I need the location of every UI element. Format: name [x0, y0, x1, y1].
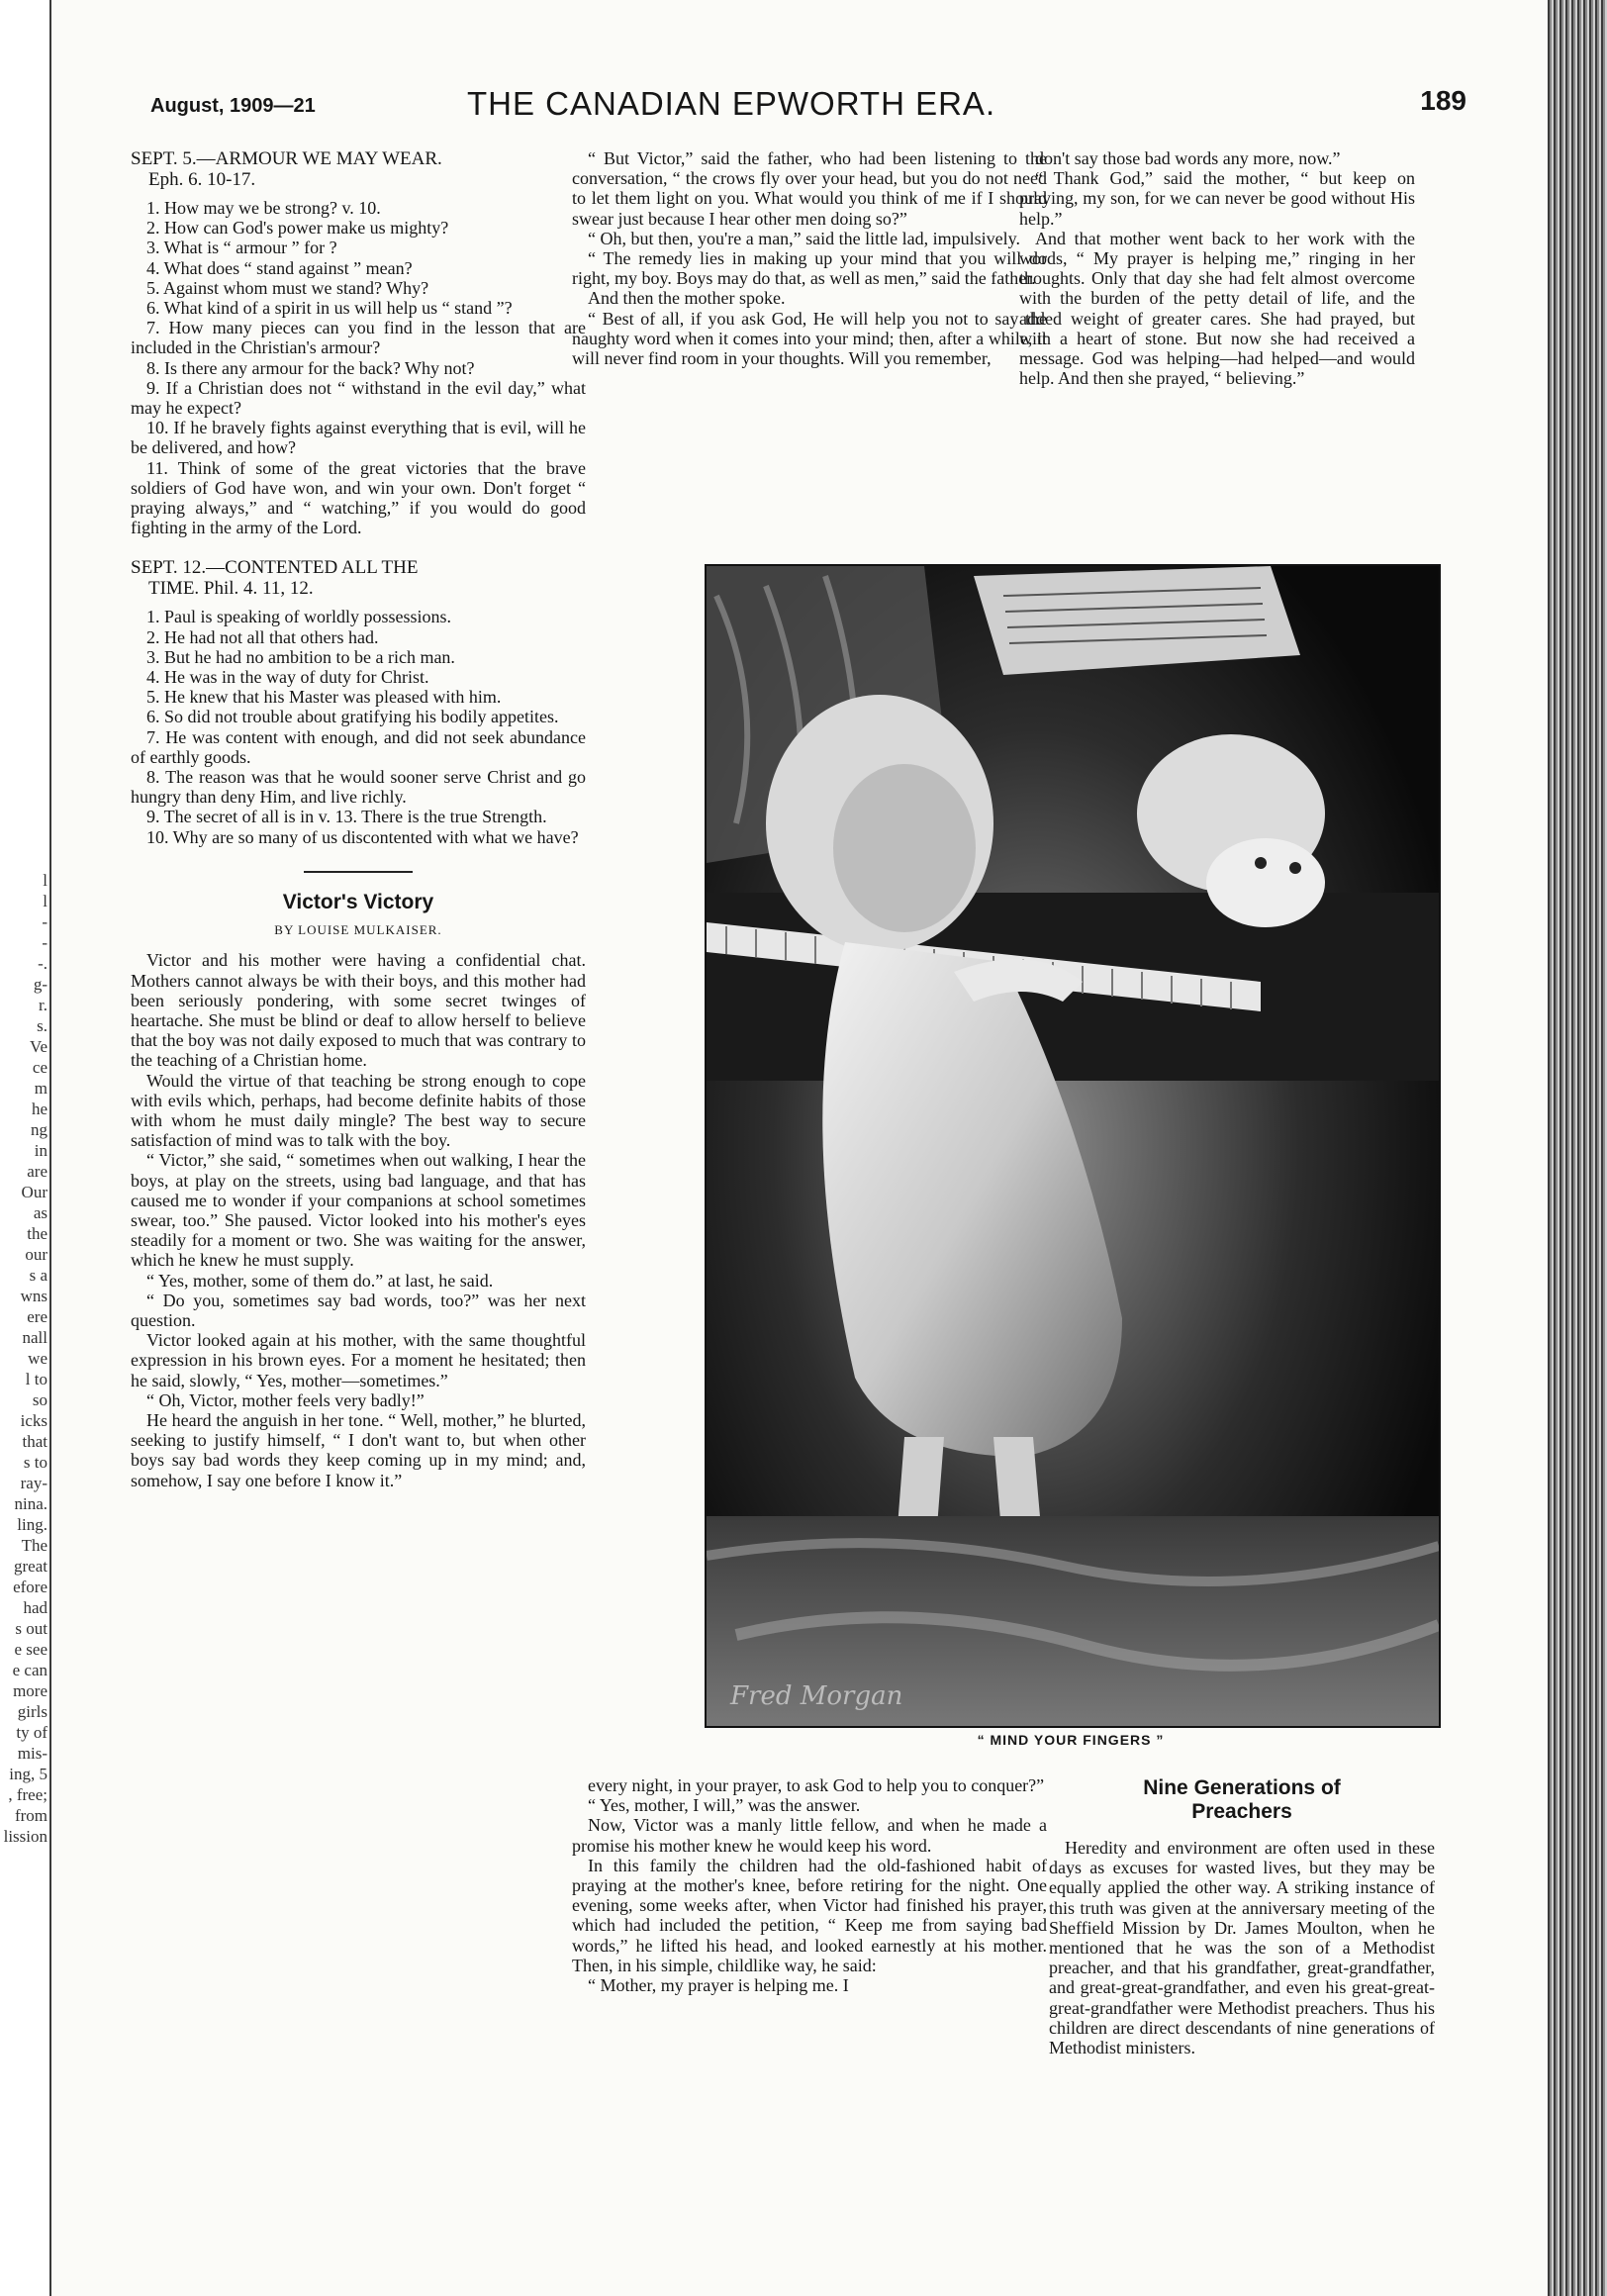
story-paragraph: And then the mother spoke.	[588, 288, 786, 309]
lesson-question: 6. So did not trouble about gratifying his bodily appetites.	[146, 707, 559, 727]
story-paragraph: “ Do you, sometimes say bad words, too?” was her next question.	[131, 1290, 586, 1330]
child-face	[833, 764, 976, 932]
lesson-question: 3. But he had no ambition to be a rich man.	[146, 646, 455, 667]
lesson-question: 9. The secret of all is in v. 13. There is the true Strength.	[146, 807, 547, 827]
article-title-line2: Preachers	[1191, 1800, 1292, 1823]
lesson-questions-sept5	[131, 198, 586, 537]
margin-fragment: had	[23, 1598, 47, 1617]
margin-fragment: that	[22, 1432, 47, 1451]
margin-fragment: in	[34, 1141, 47, 1160]
margin-fragment: efore	[13, 1578, 47, 1596]
margin-fragment: s a	[29, 1266, 47, 1285]
story-paragraph: “ The remedy lies in making up your mind that you will do right, my boy. Boys may do that, as well as men,” said the father.	[572, 248, 1047, 289]
margin-fragment: ng	[31, 1120, 47, 1139]
margin-fragment: our	[25, 1245, 47, 1264]
margin-fragment: as	[33, 1203, 47, 1222]
margin-fragment: l	[43, 892, 47, 910]
story-text-col2	[572, 148, 1047, 368]
margin-fragment: ling.	[17, 1515, 47, 1534]
lesson-question: 6. What kind of a spirit in us will help us “ stand ”?	[146, 298, 513, 319]
margin-fragment: e can	[12, 1661, 47, 1679]
margin-fragment: great	[14, 1557, 47, 1576]
margin-fragment: nina.	[14, 1494, 47, 1513]
lesson-reference: Eph. 6. 10-17.	[148, 169, 256, 190]
lesson-question: 4. He was in the way of duty for Christ.	[146, 667, 429, 688]
article-paragraph: Heredity and environment are often used in these days as excuses for wasted lives, but they may be equally applied the other way. A striking instance of this truth was given at the anniversary meeting of the Sheffield Mission by Dr. James Moulton, when he mentioned that he was the son of a Methodist preacher, and that his grandfather, great-grandfather, and great-great-grandfather, and even his great-great-great-grandfather were Methodist preachers. Thus his children are direct descendants of nine generations of Methodist ministers.	[1049, 1838, 1435, 2058]
lesson-question: 11. Think of some of the great victories that the brave soldiers of God have won, and win your own. Don't forget “ praying always,” and “ watching,” if you would do good fighting in the army of the Lord.	[131, 457, 586, 538]
lesson-questions-sept12	[131, 607, 586, 846]
story-paragraph: “ Yes, mother, some of them do.” at last, he said.	[146, 1270, 494, 1291]
story-text-col3	[1019, 148, 1415, 388]
margin-fragment: , free;	[8, 1785, 47, 1804]
margin-fragment: are	[27, 1162, 47, 1181]
magazine-page	[51, 0, 1548, 2296]
margin-fragment: ray-	[20, 1474, 47, 1492]
margin-fragment: m	[34, 1079, 47, 1098]
column-left	[131, 148, 586, 2148]
margin-fragment: icks	[20, 1411, 47, 1430]
story-text-col1	[131, 950, 586, 1489]
artist-signature: Fred Morgan	[730, 1681, 903, 1711]
page-header	[150, 85, 1486, 135]
story-paragraph: “ Yes, mother, I will,” was the answer.	[588, 1795, 861, 1816]
lesson-question: 5. Against whom must we stand? Why?	[146, 277, 429, 298]
margin-fragment: r.	[39, 996, 47, 1014]
margin-fragment: e see	[14, 1640, 47, 1659]
story-text-col2-continued	[572, 1775, 1047, 2171]
book-binding-edge	[1548, 0, 1607, 2296]
lesson-question: 9. If a Christian does not “ withstand in the evil day,” what may he expect?	[131, 377, 586, 419]
margin-fragment: s.	[37, 1016, 47, 1035]
margin-fragment: more	[13, 1681, 47, 1700]
margin-fragment: we	[28, 1349, 47, 1368]
story-paragraph: “ Thank God,” said the mother, “ but keep on praying, my son, for we can never be good without His help.”	[1019, 168, 1415, 229]
previous-page-edge	[0, 0, 51, 2296]
story-byline: BY LOUISE MULKAISER.	[274, 922, 442, 938]
lesson-title: SEPT. 5.—ARMOUR WE MAY WEAR.	[131, 148, 442, 169]
margin-fragment: mis-	[17, 1744, 47, 1763]
margin-fragment: he	[31, 1100, 47, 1118]
margin-fragment: -	[42, 933, 47, 952]
lesson-question: 4. What does “ stand against ” mean?	[146, 257, 413, 278]
lesson-question: 10. If he bravely fights against everything that is evil, will he be delivered, and how?	[131, 418, 586, 458]
lesson-question: 10. Why are so many of us discontented with what we have?	[146, 826, 579, 847]
lesson-question: 2. How can God's power make us mighty?	[146, 218, 449, 239]
story-paragraph: Would the virtue of that teaching be strong enough to cope with evils which, perhaps, had become definite habits of those with whom he must daily mingle? The best way to secure satisfaction of mind was to talk with the boy.	[131, 1070, 586, 1151]
story-title: Victor's Victory	[282, 890, 434, 913]
article-title	[1049, 1776, 1435, 1824]
lesson-question: 3. What is “ armour ” for ?	[146, 238, 337, 258]
lesson-heading-sept5	[131, 148, 586, 190]
lesson-question: 7. He was content with enough, and did not seek abundance of earthly goods.	[131, 726, 586, 767]
margin-fragment: lission	[3, 1827, 47, 1846]
margin-fragment: g-	[33, 975, 47, 994]
margin-fragment: Ve	[30, 1037, 47, 1056]
margin-fragment: ty of	[16, 1723, 47, 1742]
margin-fragment: ce	[32, 1058, 47, 1077]
story-paragraph: Victor looked again at his mother, with the same thoughtful expression in his brown eyes. For a moment he hesitated; then he said, slowly, “ Yes, mother—sometimes.”	[131, 1330, 586, 1390]
margin-fragment: the	[27, 1224, 47, 1243]
story-paragraph: “ Oh, but then, you're a man,” said the little lad, impulsively.	[588, 228, 1020, 248]
margin-fragment: s out	[15, 1619, 47, 1638]
lesson-question: 5. He knew that his Master was pleased with him.	[146, 687, 502, 708]
lesson-question: 1. Paul is speaking of worldly possessions.	[146, 607, 451, 627]
margin-fragment: l	[43, 871, 47, 890]
article-title-line1: Nine Generations of	[1143, 1776, 1341, 1799]
margin-fragment: s to	[23, 1453, 47, 1472]
illustration-child-at-piano	[707, 566, 1439, 1726]
margin-fragment: ere	[27, 1307, 47, 1326]
margin-fragment: Our	[21, 1183, 47, 1201]
margin-fragment: l to	[25, 1370, 47, 1388]
margin-fragment: nall	[22, 1328, 47, 1347]
page-number: 189	[1420, 85, 1466, 116]
lesson-question: 8. The reason was that he would sooner serve Christ and go hungry than deny Him, and live richly.	[131, 767, 586, 808]
lesson-title: SEPT. 12.—CONTENTED ALL THE	[131, 557, 419, 579]
story-paragraph: “ Victor,” she said, “ sometimes when out walking, I hear the boys, at play on the streets, using bad language, and that has caused me to wonder if your companions at school sometimes swear, too.” She paused. Victor looked into his mother's eyes steadily for a moment or two. She was waiting for the answer, which he knew he must supply.	[131, 1150, 586, 1271]
story-paragraph: In this family the children had the old-fashioned habit of praying at the mother's knee, before retiring for the night. One evening, some weeks after, when Victor had finished his prayer, which had included the petition, “ Keep me from saying bad words,” he lifted his head, and looked earnestly at his mother. Then, in his simple, childlike way, he said:	[572, 1855, 1047, 1975]
section-divider	[304, 871, 413, 873]
margin-fragment: from	[14, 1806, 47, 1825]
story-paragraph: Now, Victor was a manly little fellow, and when he made a promise his mother knew he would keep his word.	[572, 1815, 1047, 1856]
lesson-question: 7. How many pieces can you find in the lesson that are included in the Christian's armour?	[131, 318, 586, 358]
issue-date: August, 1909—21	[150, 95, 316, 117]
publication-title: THE CANADIAN EPWORTH ERA.	[467, 85, 996, 122]
story-paragraph: don't say those bad words any more, now.”	[1035, 148, 1341, 168]
story-paragraph: He heard the anguish in her tone. “ Well, mother,” he blurted, seeking to justify himself, “ I don't want to, but when other boys say bad words they keep coming up in my mind; and, somehow, I say one before I know it.”	[131, 1409, 586, 1490]
margin-fragment: girls	[17, 1702, 47, 1721]
story-paragraph: every night, in your prayer, to ask God to help you to conquer?”	[588, 1775, 1045, 1795]
lesson-question: 8. Is there any armour for the back? Why not?	[146, 357, 475, 378]
lesson-reference: TIME. Phil. 4. 11, 12.	[148, 578, 314, 600]
margin-fragment: so	[32, 1390, 47, 1409]
illustration-mind-your-fingers	[705, 564, 1441, 1728]
story-paragraph: Victor and his mother were having a confidential chat. Mothers cannot always be with their boys, and this mother had been seriously pondering, with some secret twinges of heartache. She must be blind or deaf to allow herself to believe that the boy was not daily exposed to much that was contrary to the teaching of a Christian home.	[131, 950, 586, 1071]
margin-fragment: -	[42, 912, 47, 931]
lesson-question: 1. How may we be strong? v. 10.	[146, 198, 381, 218]
margin-fragment: wns	[20, 1287, 47, 1305]
lesson-heading-sept12	[131, 557, 586, 599]
illustration-caption: “ MIND YOUR FINGERS ”	[977, 1732, 1165, 1748]
story-paragraph: “ Best of all, if you ask God, He will help you not to say the naughty word when it comes into your mind; then, after a while, it will never find room in your thoughts. Will you remember,	[572, 308, 1047, 369]
story-paragraph: “ But Victor,” said the father, who had been listening to the conversation, “ the crows fly over your head, but you do not need to let them light on you. What would you think of me if I should swear just because I hear other men doing so?”	[572, 148, 1047, 229]
margin-fragment: -.	[38, 954, 47, 973]
story-paragraph: And that mother went back to her work with the words, “ My prayer is helping me,” ringing in her thoughts. Only that day she had felt almost overcome with the burden of the petty detail of life, and the added weight of greater cares. She had prayed, but with a heart of stone. But now she had received a message. God was helping—had helped—and would help. And then she prayed, “ believing.”	[1019, 228, 1415, 389]
margin-fragment: The	[21, 1536, 47, 1555]
story-paragraph: “ Oh, Victor, mother feels very badly!”	[146, 1389, 425, 1410]
margin-fragment: ing, 5	[9, 1765, 47, 1783]
story-paragraph: “ Mother, my prayer is helping me. I	[588, 1975, 849, 1996]
article-nine-generations	[1049, 1776, 1435, 2172]
lesson-question: 2. He had not all that others had.	[146, 626, 379, 647]
